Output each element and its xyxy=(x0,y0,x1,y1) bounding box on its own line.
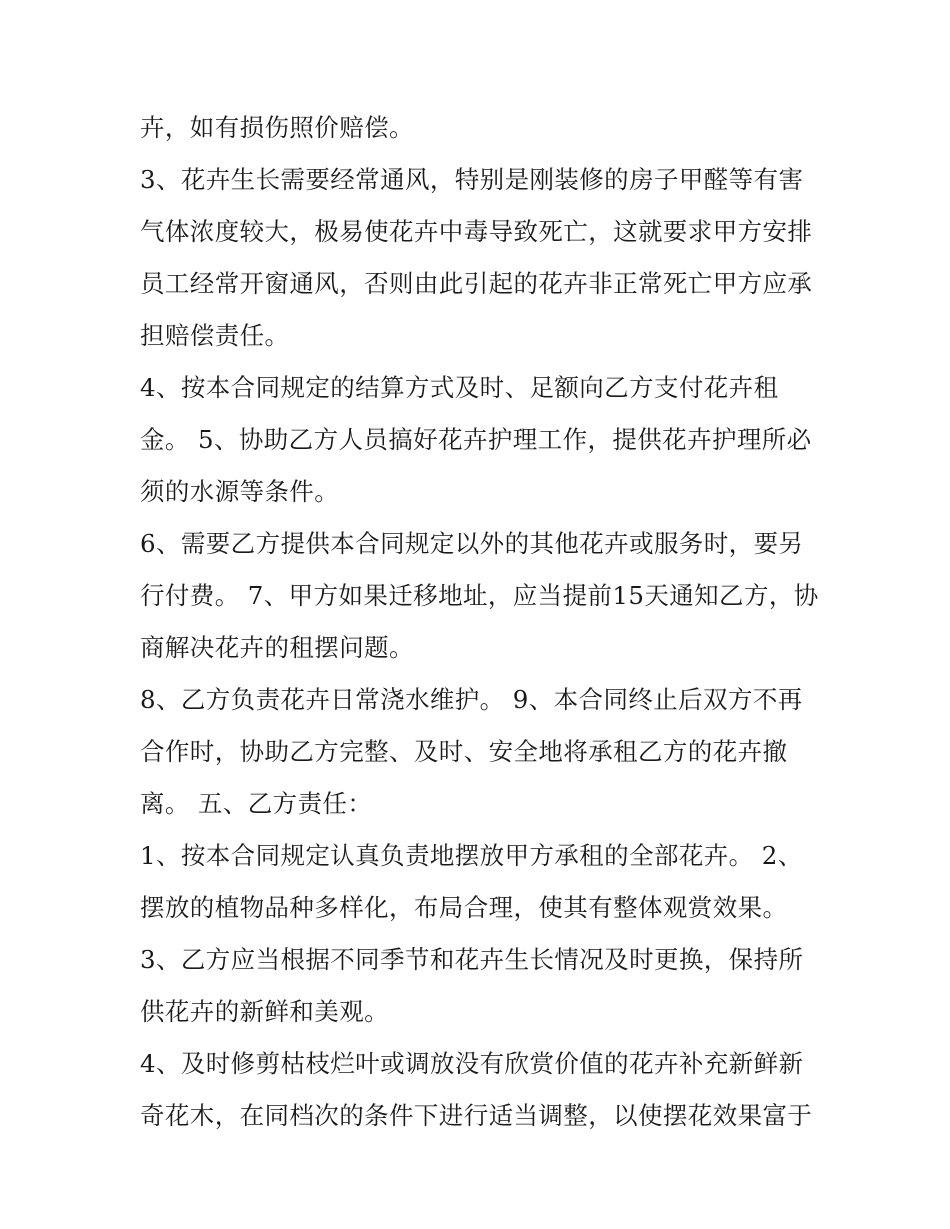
text-line: 离。 五、乙方责任： xyxy=(140,789,373,818)
text-line: 8、乙方负责花卉日常浇水维护。 9、本合同终止后双方不再 xyxy=(140,685,803,714)
text-line: 3、花卉生长需要经常通风，特别是刚装修的房子甲醛等有害 xyxy=(140,165,804,194)
text-line: 卉，如有损伤照价赔偿。 xyxy=(140,113,414,142)
text-line: 4、及时修剪枯枝烂叶或调放没有欣赏价值的花卉补充新鲜新 xyxy=(140,1049,804,1078)
text-line: 奇花木，在同档次的条件下进行适当调整，以使摆花效果富于 xyxy=(140,1101,813,1130)
text-line: 供花卉的新鲜和美观。 xyxy=(140,997,389,1026)
text-line: 1、按本合同规定认真负责地摆放甲方承租的全部花卉。 2、 xyxy=(140,841,803,870)
text-line: 担赔偿责任。 xyxy=(140,321,290,350)
text-line: 摆放的植物品种多样化，布局合理，使其有整体观赏效果。 xyxy=(140,893,788,922)
text-line: 6、需要乙方提供本合同规定以外的其他花卉或服务时，要另 xyxy=(140,529,804,558)
text-line: 须的水源等条件。 xyxy=(140,477,340,506)
text-line: 商解决花卉的租摆问题。 xyxy=(140,633,414,662)
document-body xyxy=(140,102,830,1142)
text-line: 行付费。 7、甲方如果迁移地址，应当提前15天通知乙方，协 xyxy=(140,581,819,610)
text-line: 金。 5、协助乙方人员搞好花卉护理工作，提供花卉护理所必 xyxy=(140,425,812,454)
text-line: 气体浓度较大，极易使花卉中毒导致死亡，这就要求甲方安排 xyxy=(140,217,813,246)
text-line: 3、乙方应当根据不同季节和花卉生长情况及时更换，保持所 xyxy=(140,945,804,974)
text-line: 4、按本合同规定的结算方式及时、足额向乙方支付花卉租 xyxy=(140,373,779,402)
text-line: 合作时，协助乙方完整、及时、安全地将承租乙方的花卉撤 xyxy=(140,737,788,766)
text-line: 员工经常开窗通风，否则由此引起的花卉非正常死亡甲方应承 xyxy=(140,269,813,298)
